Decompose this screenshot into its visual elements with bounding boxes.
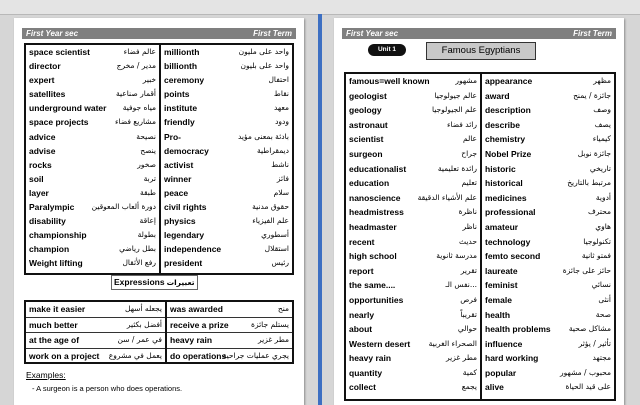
arabic-translation: فمتو ثانية (581, 251, 611, 261)
english-term: billionth (164, 61, 198, 72)
vocab-row (482, 249, 614, 264)
vocab-row (346, 278, 480, 293)
vocab-row (482, 89, 614, 104)
english-term: president (164, 258, 203, 269)
english-term: medicines (485, 192, 527, 203)
vocab-row (26, 256, 159, 270)
english-term: surgeon (349, 148, 383, 159)
example-sentence: - A surgeon is a person who does operations. (32, 384, 183, 393)
vocab-row (161, 73, 292, 87)
arabic-translation: الصحراء الغربية (428, 338, 477, 348)
arabic-translation: سلام (273, 187, 289, 197)
vocab-row (482, 337, 614, 352)
english-term: educationalist (349, 163, 407, 174)
vocab-row (346, 118, 480, 133)
english-term: work on a project (29, 351, 100, 362)
english-term: Paralympic (29, 202, 75, 213)
vocab-row (26, 333, 165, 349)
english-term: layer (29, 187, 49, 198)
english-term: space projects (29, 117, 89, 128)
english-term: famous=well known (349, 76, 430, 86)
english-term: soil (29, 173, 44, 184)
left-expressions-table (24, 300, 294, 364)
english-term: scientist (349, 134, 384, 145)
vocab-row (482, 235, 614, 250)
arabic-translation: جائزة نوبل (577, 148, 611, 158)
english-term: physics (164, 216, 196, 227)
vocab-row (482, 191, 614, 206)
vocab-row (346, 132, 480, 147)
vocab-row (482, 351, 614, 366)
arabic-translation: يستلم جائزة (251, 319, 289, 329)
arabic-translation: نفس الـ... (445, 280, 477, 290)
header-term: First Term (253, 29, 292, 38)
arabic-translation: محبوب / مشهور (559, 367, 611, 377)
english-term: activist (164, 159, 194, 170)
arabic-translation: مشاريع فضاء (115, 117, 156, 127)
vocab-row (167, 318, 292, 334)
arabic-translation: صخور (137, 159, 156, 169)
vocab-row (26, 228, 159, 242)
arabic-translation: واحد على بليون (240, 61, 289, 71)
vocab-row (482, 264, 614, 279)
arabic-translation: تربة (143, 173, 156, 183)
arabic-translation: بطولة (137, 230, 156, 240)
arabic-translation: طبقة (139, 187, 156, 197)
arabic-translation: عالم جيولوجيا (434, 90, 477, 100)
english-term: ceremony (164, 75, 205, 86)
arabic-translation: يصف (594, 119, 611, 129)
unit-title: Famous Egyptians (426, 42, 536, 60)
viewer-toolbar (0, 0, 640, 15)
english-term: space scientist (29, 47, 90, 57)
english-term: director (29, 61, 61, 72)
arabic-translation: فائز (276, 173, 289, 183)
right-vocab-table (344, 72, 616, 401)
vocab-row (26, 318, 165, 334)
english-term: feminist (485, 280, 518, 291)
english-term: historical (485, 178, 523, 189)
english-term: geology (349, 105, 382, 116)
vocab-row (161, 172, 292, 186)
arabic-translation: حائز على جائزة (562, 265, 611, 275)
english-term: technology (485, 236, 531, 247)
english-term: laureate (485, 265, 518, 276)
page-divider (318, 14, 322, 405)
arabic-translation: رئيس (271, 258, 289, 268)
arabic-translation: استقلال (264, 244, 289, 254)
english-term: headmistress (349, 207, 404, 218)
vocab-row (482, 132, 614, 147)
arabic-translation: نسائي (591, 280, 611, 290)
arabic-translation: تقريباً (460, 309, 477, 319)
right-vocab-col1 (346, 74, 480, 399)
arabic-translation: تاريخي (589, 163, 611, 173)
english-term: female (485, 294, 512, 305)
arabic-translation: واحد على مليون (238, 47, 289, 56)
arabic-translation: كمية (462, 367, 477, 377)
vocab-row (26, 101, 159, 115)
vocab-row (482, 74, 614, 89)
expressions-col1 (26, 302, 165, 362)
arabic-translation: على قيد الحياة (565, 382, 611, 392)
vocab-row (26, 59, 159, 73)
vocab-row (26, 158, 159, 172)
vocab-row (346, 220, 480, 235)
vocab-row (346, 293, 480, 308)
english-term: championship (29, 230, 87, 241)
arabic-translation: حديث (458, 236, 477, 246)
arabic-translation: ناظر (462, 221, 477, 231)
right-vocab-col2 (480, 74, 614, 399)
arabic-translation: عالم فضاء (123, 47, 156, 56)
english-term: disability (29, 216, 66, 227)
vocab-row (482, 380, 614, 395)
arabic-translation: مدرسة ثانوية (436, 251, 477, 261)
left-page-header (22, 28, 296, 39)
arabic-translation: ديمقراطية (256, 145, 289, 155)
vocab-row (161, 242, 292, 256)
english-term: receive a prize (170, 319, 229, 330)
arabic-translation: مظهر (593, 76, 611, 85)
vocab-row (482, 176, 614, 191)
vocab-row (167, 349, 292, 364)
arabic-translation: علم الأشياء الدقيقة (417, 192, 477, 202)
english-term: quantity (349, 367, 383, 378)
header-year: First Year sec (346, 29, 399, 38)
english-term: civil rights (164, 202, 207, 213)
arabic-translation: معهد (273, 103, 289, 113)
vocab-row (482, 147, 614, 162)
arabic-translation: حوالي (457, 324, 477, 334)
english-term: democracy (164, 145, 209, 156)
vocab-row (161, 186, 292, 200)
english-term: hard working (485, 353, 539, 364)
vocab-row (26, 130, 159, 144)
english-term: health (485, 309, 511, 320)
arabic-translation: نصيحة (136, 131, 156, 141)
english-term: influence (485, 338, 523, 349)
english-term: opportunities (349, 294, 404, 305)
vocab-row (482, 366, 614, 381)
left-vocab-table (24, 43, 294, 275)
english-term: historic (485, 163, 516, 174)
arabic-translation: ناشط (271, 159, 289, 169)
arabic-translation: هاوي (595, 221, 611, 231)
english-term: the same.... (349, 280, 396, 291)
arabic-translation: منح (277, 304, 289, 313)
english-term: high school (349, 251, 397, 262)
vocab-row (482, 322, 614, 337)
english-term: education (349, 178, 390, 189)
arabic-translation: يعمل في مشروع (108, 351, 162, 361)
arabic-translation: يجمع (461, 382, 477, 392)
vocab-row (482, 220, 614, 235)
english-term: amateur (485, 221, 519, 232)
english-term: astronaut (349, 119, 388, 130)
arabic-translation: رفع الأثقال (122, 258, 156, 268)
vocab-row (346, 308, 480, 323)
vocab-row (26, 200, 159, 214)
english-term: professional (485, 207, 536, 218)
english-term: geologist (349, 90, 387, 101)
english-term: describe (485, 119, 520, 130)
vocab-row (346, 89, 480, 104)
english-term: at the age of (29, 335, 80, 346)
english-term: heavy rain (170, 335, 213, 346)
english-term: Nobel Prize (485, 148, 532, 159)
vocab-row (346, 205, 480, 220)
examples-heading: Examples: (26, 370, 66, 380)
vocab-row (346, 322, 480, 337)
english-term: popular (485, 367, 517, 378)
vocab-row (26, 349, 165, 364)
english-term: nanoscience (349, 192, 401, 203)
vocab-row (482, 103, 614, 118)
vocab-row (161, 45, 292, 59)
vocab-row (346, 264, 480, 279)
english-term: friendly (164, 117, 195, 128)
english-term: advice (29, 131, 56, 142)
arabic-translation: مياه جوفية (122, 103, 156, 113)
vocab-row (346, 351, 480, 366)
arabic-translation: جائزة / يمنح (573, 90, 611, 100)
left-vocab-col1 (26, 45, 159, 273)
arabic-translation: بادئة بمعنى مؤيد (237, 131, 289, 141)
left-page (14, 18, 304, 405)
vocab-row (26, 115, 159, 129)
vocab-row (167, 302, 292, 318)
vocab-row (161, 200, 292, 214)
arabic-translation: مشاكل صحية (568, 324, 611, 334)
header-year: First Year sec (26, 29, 79, 38)
english-term: do operations (170, 351, 227, 362)
vocab-row (161, 87, 292, 101)
arabic-translation: نقاط (273, 89, 289, 99)
english-term: femto second (485, 251, 541, 262)
arabic-translation: مجتهد (592, 353, 611, 363)
english-term: satellites (29, 89, 66, 100)
right-page-header (342, 28, 616, 39)
arabic-translation: ناظرة (458, 207, 477, 217)
vocab-row (161, 130, 292, 144)
english-term: report (349, 265, 374, 276)
vocab-row (26, 87, 159, 101)
english-term: about (349, 324, 373, 335)
arabic-translation: ودود (275, 117, 289, 127)
arabic-translation: أفضل بكثير (126, 319, 162, 329)
arabic-translation: صحة (595, 309, 611, 319)
vocab-row (26, 186, 159, 200)
arabic-translation: رائدة تعليمية (437, 163, 477, 173)
english-term: award (485, 90, 510, 101)
right-page (334, 18, 624, 405)
arabic-translation: مطر غزير (258, 335, 289, 345)
arabic-translation: وصف (593, 105, 611, 115)
english-term: rocks (29, 159, 52, 170)
english-term: health problems (485, 324, 551, 335)
arabic-translation: تكنولوجيا (583, 236, 611, 246)
arabic-translation: جراح (461, 148, 477, 158)
english-term: alive (485, 382, 504, 393)
english-term: advise (29, 145, 56, 156)
arabic-translation: بطل رياضي (119, 244, 156, 254)
english-term: points (164, 89, 190, 100)
arabic-translation: مرتبط بالتاريخ (567, 178, 611, 188)
arabic-translation: علم الفيزياء (252, 216, 289, 226)
arabic-translation: أسطوري (261, 230, 289, 240)
english-term: institute (164, 103, 198, 114)
english-term: Pro- (164, 131, 181, 142)
vocab-row (482, 278, 614, 293)
arabic-translation: احتفال (268, 75, 289, 85)
arabic-translation: دورة ألعاب المعوقين (91, 202, 156, 212)
arabic-translation: خبير (142, 75, 156, 85)
english-term: peace (164, 187, 189, 198)
arabic-translation: مدير / مخرج (116, 61, 156, 71)
vocab-row (161, 256, 292, 270)
vocab-row (482, 118, 614, 133)
vocab-row (346, 103, 480, 118)
expressions-col2 (165, 302, 292, 362)
unit-badge: Unit 1 (368, 44, 406, 56)
expressions-label-en: Expressions (114, 277, 165, 287)
arabic-translation: أقمار صناعية (116, 89, 156, 99)
english-term: champion (29, 244, 70, 255)
vocab-row (482, 293, 614, 308)
arabic-translation: فرص (460, 294, 477, 304)
vocab-row (161, 144, 292, 158)
vocab-row (161, 228, 292, 242)
vocab-row (346, 162, 480, 177)
english-term: headmaster (349, 221, 397, 232)
english-term: millionth (164, 47, 200, 57)
vocab-row (346, 249, 480, 264)
arabic-translation: كيمياء (592, 134, 611, 144)
english-term: Western desert (349, 338, 411, 349)
vocab-row (346, 147, 480, 162)
arabic-translation: تعليم (461, 178, 477, 188)
vocab-row (26, 172, 159, 186)
english-term: winner (164, 173, 192, 184)
vocab-row (346, 337, 480, 352)
arabic-translation: علم الجيولوجيا (431, 105, 477, 115)
arabic-translation: رائد فضاء (446, 119, 477, 129)
vocab-row (346, 380, 480, 395)
arabic-translation: يجري عمليات جراحية (222, 351, 289, 361)
vocab-row (26, 302, 165, 318)
expressions-label-ar: تعبيرات (166, 278, 195, 287)
vocab-row (346, 74, 480, 89)
english-term: collect (349, 382, 376, 393)
vocab-row (161, 158, 292, 172)
english-term: expert (29, 75, 55, 86)
english-term: chemistry (485, 134, 526, 145)
english-term: much better (29, 319, 78, 330)
vocab-row (161, 101, 292, 115)
vocab-row (26, 45, 159, 59)
english-term: was awarded (170, 304, 223, 314)
arabic-translation: تأثير / يؤثر (578, 338, 611, 348)
vocab-row (482, 205, 614, 220)
vocab-row (26, 242, 159, 256)
vocab-row (167, 333, 292, 349)
english-term: description (485, 105, 531, 116)
vocab-row (161, 214, 292, 228)
english-term: appearance (485, 76, 533, 86)
arabic-translation: عالم (462, 134, 477, 144)
arabic-translation: حقوق مدنية (252, 202, 289, 212)
arabic-translation: أنثى (598, 294, 611, 304)
expressions-label (111, 275, 198, 290)
english-term: recent (349, 236, 375, 247)
arabic-translation: محترف (587, 207, 611, 217)
english-term: legendary (164, 230, 205, 241)
english-term: underground water (29, 103, 107, 114)
vocab-row (161, 59, 292, 73)
vocab-row (346, 235, 480, 250)
header-term: First Term (573, 29, 612, 38)
arabic-translation: أدوية (595, 192, 611, 202)
vocab-row (161, 115, 292, 129)
english-term: Weight lifting (29, 258, 83, 269)
vocab-row (346, 366, 480, 381)
arabic-translation: ينصح (140, 145, 156, 155)
arabic-translation: إعاقة (139, 216, 156, 226)
english-term: heavy rain (349, 353, 392, 364)
arabic-translation: مطر غزير (446, 353, 477, 363)
vocab-row (346, 191, 480, 206)
arabic-translation: في عمر / سن (117, 335, 162, 345)
english-term: nearly (349, 309, 375, 320)
vocab-row (26, 144, 159, 158)
arabic-translation: تقرير (460, 265, 477, 275)
vocab-row (482, 162, 614, 177)
vocab-row (26, 214, 159, 228)
left-vocab-col2 (159, 45, 292, 273)
vocab-row (482, 308, 614, 323)
english-term: make it easier (29, 304, 86, 314)
arabic-translation: يجعله أسهل (125, 304, 162, 313)
english-term: independence (164, 244, 222, 255)
vocab-row (346, 176, 480, 191)
arabic-translation: مشهور (455, 76, 477, 85)
vocab-row (26, 73, 159, 87)
